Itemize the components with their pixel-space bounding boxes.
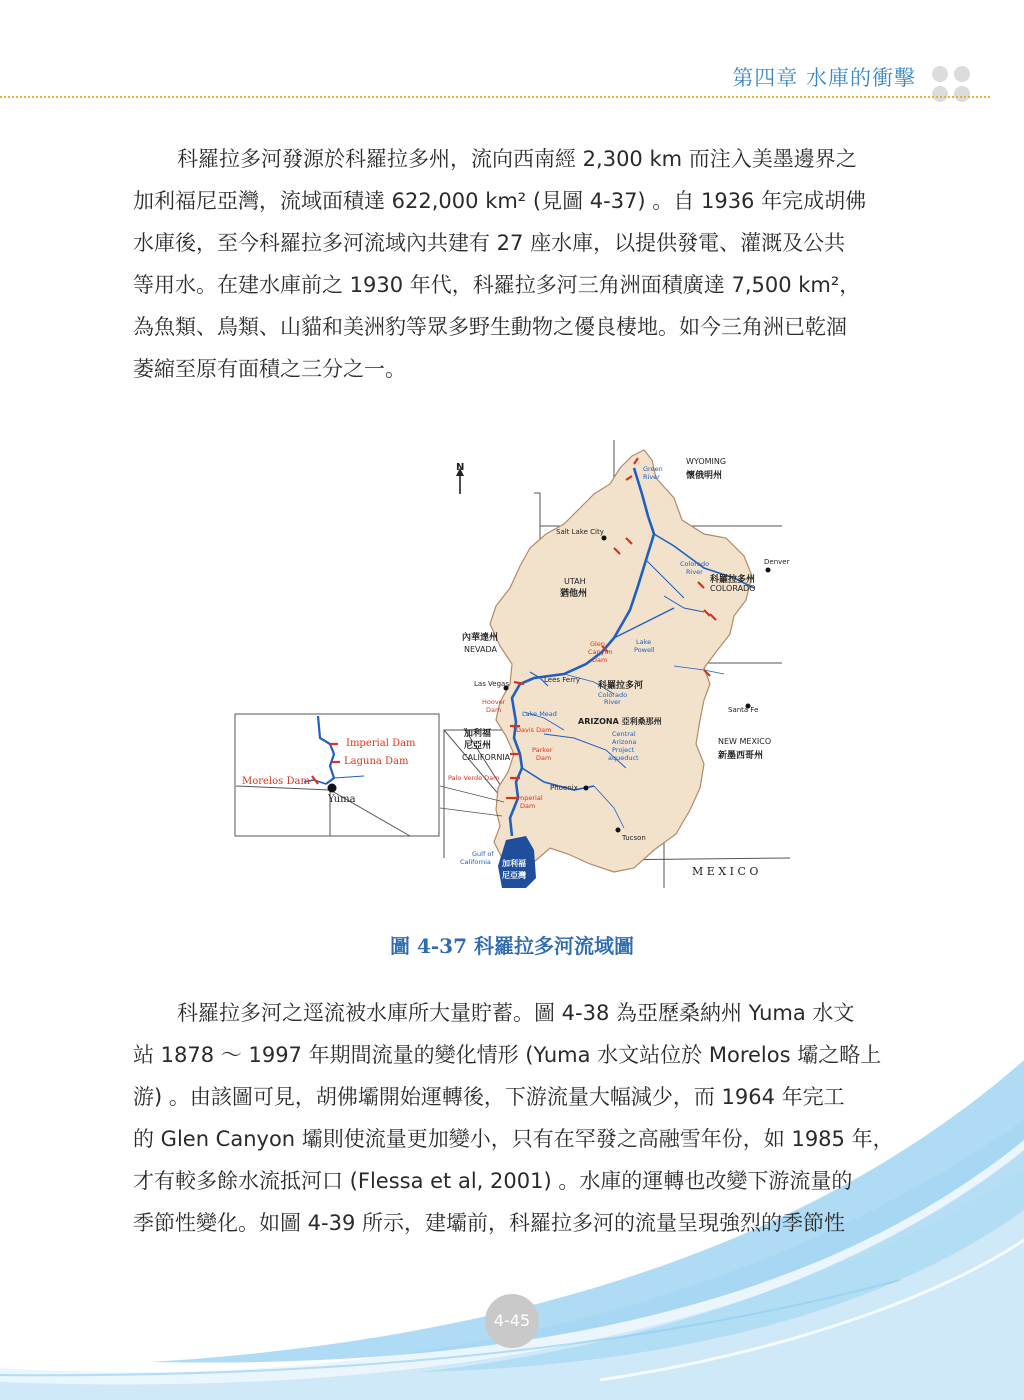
new-mexico-zh-label: 新墨西哥州 (718, 751, 764, 761)
lees-ferry-label: Lees Ferry (544, 676, 580, 684)
paragraph-2-line: 游) 。由該圖可見，胡佛壩開始運轉後，下游流量大幅減少，而 1964 年完工 (133, 1085, 845, 1109)
paragraph-2-line: 季節性變化。如圖 4-39 所示，建壩前，科羅拉多河的流量呈現強烈的季節性 (133, 1211, 846, 1235)
parker-dam-label-1: Parker (532, 746, 553, 754)
glen-canyon-dam-label-1: Glen (590, 640, 605, 648)
imperial-dam-label-1: Imperial (516, 794, 543, 802)
parker-dam-label-2: Dam (536, 754, 552, 762)
salt-lake-city-label: Salt Lake City (556, 528, 604, 536)
paragraph-1-line: 等用水。在建水庫前之 1930 年代，科羅拉多河三角洲面積廣達 7,500 km²， (133, 273, 861, 297)
davis-dam-label: Davis Dam (516, 726, 552, 734)
paragraph-1-line: 加利福尼亞灣，流域面積達 622,000 km² (見圖 4-37) 。自 1936 年完成胡佛 (133, 189, 867, 213)
paragraph-2-line: 科羅拉多河之逕流被水庫所大量貯蓄。圖 4-38 為亞歷桑納州 Yuma 水文 (177, 1001, 855, 1025)
paragraph-1-line: 萎縮至原有面積之三分之一。 (133, 357, 406, 381)
north-arrow-icon (456, 462, 464, 494)
hoover-dam-label-1: Hoover (482, 698, 506, 706)
palo-verde-dam-label: Palo Verde Dam (448, 774, 500, 782)
lake-powell-label-1: Lake (636, 638, 652, 646)
paragraph-1 (133, 138, 917, 390)
green-river-label-2: River (643, 473, 660, 481)
nevada-zh-label: 內華達州 (462, 633, 499, 643)
las-vegas-label: Las Vegas (474, 680, 509, 688)
cap-label-2: Arizona (612, 738, 637, 746)
hoover-dam-label-2: Dam (486, 706, 502, 714)
imperial-dam-label-2: Dam (520, 802, 536, 810)
california-label: CALIFORNIA (462, 753, 511, 762)
california-zh-label-2: 尼亞州 (464, 741, 492, 751)
gulf-label-2: California (460, 858, 491, 866)
paragraph-2 (133, 992, 917, 1244)
page-number: 4-45 (485, 1294, 539, 1348)
inset-map (235, 714, 439, 836)
inset-morelos-dam-label: Morelos Dam (242, 776, 310, 787)
cap-label-3: Project (612, 746, 635, 754)
tucson-label: Tucson (622, 834, 646, 842)
denver-label: Denver (764, 558, 790, 566)
figure-caption: 圖 4-37 科羅拉多河流域圖 (390, 934, 634, 958)
header-dotted-rule (0, 96, 990, 98)
inset-imperial-dam-label: Imperial Dam (346, 738, 416, 749)
colorado-river-lower-label-1: Colorado (598, 691, 628, 699)
utah-zh-label: 猶他州 (560, 589, 588, 599)
inset-laguna-dam-label: Laguna Dam (344, 756, 409, 767)
colorado-basin-map (234, 438, 800, 890)
paragraph-2-line: 站 1878 ～ 1997 年期間流量的變化情形 (Yuma 水文站位於 Morelos 壩之略上 (133, 1043, 882, 1067)
glen-canyon-dam-label-3: Dam (592, 656, 608, 664)
north-label: N (456, 462, 465, 473)
colorado-river-upper-label-2: River (686, 568, 703, 576)
colorado-river-upper-label-1: Colorado (680, 560, 710, 568)
inset-yuma-label: Yuma (328, 794, 356, 805)
santa-fe-label: Santa Fe (728, 706, 759, 714)
phoenix-label: Phoenix (550, 784, 578, 792)
california-zh-label-1: 加利福 (464, 729, 492, 739)
green-river-label-1: Green (643, 465, 663, 473)
gulf-label-1: Gulf of (472, 850, 494, 858)
mexico-label: M E X I C O (692, 865, 759, 878)
wyoming-label: WYOMING (686, 457, 727, 466)
nevada-label: NEVADA (464, 645, 497, 654)
utah-label: UTAH (564, 577, 586, 586)
lake-powell-label-2: Powell (634, 646, 655, 654)
header-dots-icon (930, 64, 974, 104)
chapter-header-title: 第四章 水庫的衝擊 (732, 66, 916, 90)
colorado-label: COLORADO (710, 584, 756, 593)
paragraph-1-line: 為魚類、鳥類、山貓和美洲豹等眾多野生動物之優良棲地。如今三角洲已乾涸 (133, 315, 847, 339)
cap-label-1: Central (612, 730, 636, 738)
wyoming-zh-label: 懷俄明州 (686, 471, 723, 481)
arizona-label: ARIZONA 亞利桑那州 (578, 717, 662, 726)
colorado-zh-label: 科羅拉多州 (710, 575, 756, 585)
gulf-zh-label-1: 加利福 (502, 859, 526, 868)
cap-label-4: aqueduct (608, 754, 639, 762)
paragraph-1-line: 水庫後，至今科羅拉多河流域內共建有 27 座水庫，以提供發電、灌溉及公共 (133, 231, 846, 255)
paragraph-2-line: 的 Glen Canyon 壩則使流量更加變小，只有在罕發之高融雪年份，如 1985 年， (133, 1127, 894, 1151)
gulf-zh-label-2: 尼亞灣 (502, 871, 526, 880)
paragraph-2-line: 才有較多餘水流抵河口 (Flessa et al, 2001) 。水庫的運轉也改變下游流量的 (133, 1169, 853, 1193)
colorado-river-lower-label-2: River (604, 698, 621, 706)
colorado-river-zh-label: 科羅拉多河 (598, 681, 644, 691)
glen-canyon-dam-label-2: Canyon (588, 648, 613, 656)
lake-mead-label: Lake Mead (522, 710, 557, 718)
paragraph-1-line: 科羅拉多河發源於科羅拉多州，流向西南經 2,300 km 而注入美墨邊界之 (177, 147, 857, 171)
new-mexico-label: NEW MEXICO (718, 737, 772, 746)
